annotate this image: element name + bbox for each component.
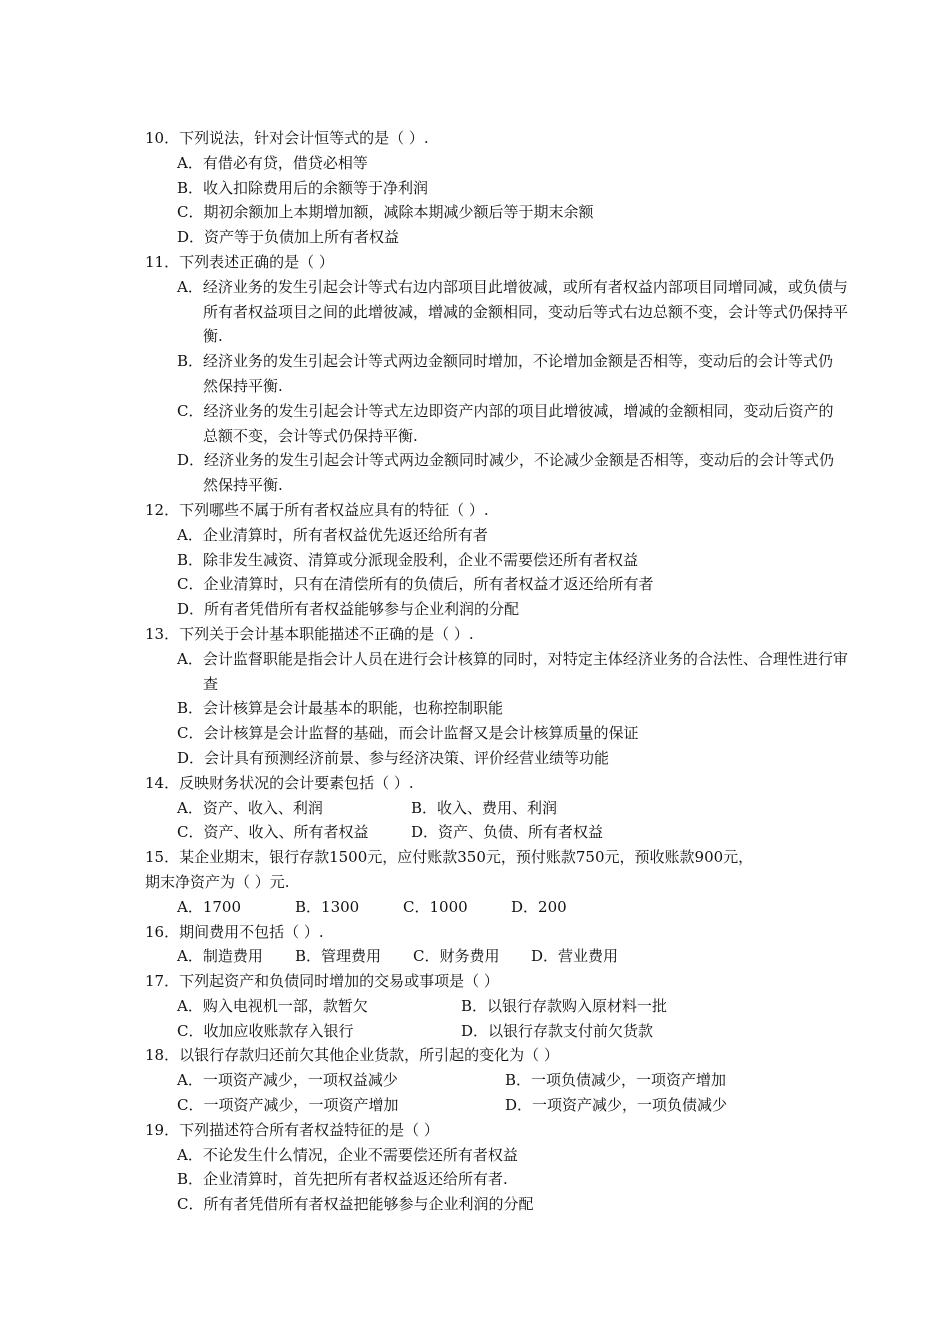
question-10-option-b: B．收入扣除费用后的余额等于净利润 bbox=[177, 178, 429, 197]
question-13-option-b: B．会计核算是会计最基本的职能，也称控制职能 bbox=[177, 699, 504, 718]
question-13-option-d: D．会计具有预测经济前景、参与经济决策、评价经营业绩等功能 bbox=[177, 748, 610, 767]
question-18-option-b: B．一项负债减少，一项资产增加 bbox=[505, 1071, 727, 1090]
question-17-option-a: A．购入电视机一部，款暂欠 bbox=[177, 996, 368, 1015]
question-11-option-d: D．经济业务的发生引起会计等式两边金额同时减少，不论减少金额是否相等，变动后的会计等式仍然保持平衡. bbox=[177, 451, 835, 495]
question-11-stem: 11．下列表述正确的是（ ） bbox=[145, 252, 334, 271]
question-15-option-a: A．1700 bbox=[177, 897, 242, 916]
question-16-option-c: C．财务费用 bbox=[413, 947, 500, 966]
question-16-option-b: B．管理费用 bbox=[295, 947, 382, 966]
question-15-option-b: B．1300 bbox=[295, 897, 360, 916]
question-18-option-d: D．一项资产减少，一项负债减少 bbox=[505, 1096, 728, 1115]
question-18-option-row-1 bbox=[145, 1068, 835, 1093]
question-17-stem: 17．下列起资产和负债同时增加的交易或事项是（ ） bbox=[145, 972, 499, 991]
question-17-option-c: C．收加应收账款存入银行 bbox=[177, 1021, 354, 1040]
question-17-option-row-2 bbox=[145, 1019, 835, 1044]
question-15-option-d: D．200 bbox=[511, 897, 567, 916]
question-15-option-row bbox=[145, 895, 835, 920]
question-17-option-row-1 bbox=[145, 994, 835, 1019]
question-16-option-a: A．制造费用 bbox=[177, 947, 263, 966]
question-19-option-a: A．不论发生什么情况，企业不需要偿还所有者权益 bbox=[177, 1145, 518, 1164]
question-11-option-c: C．经济业务的发生引起会计等式左边即资产内部的项目此增彼减，增减的金额相同，变动后资产的总额不变，会计等式仍保持平衡. bbox=[177, 401, 834, 445]
question-14-option-a: A．资产、收入、利润 bbox=[177, 798, 323, 817]
question-13-stem: 13．下列关于会计基本职能描述不正确的是（ ）. bbox=[145, 624, 474, 643]
question-15-option-c: C．1000 bbox=[403, 897, 468, 916]
question-10-option-a: A．有借必有贷，借贷必相等 bbox=[177, 153, 368, 172]
question-17-option-b: B．以银行存款购入原材料一批 bbox=[461, 996, 668, 1015]
question-14-stem: 14．反映财务状况的会计要素包括（ ）. bbox=[145, 773, 414, 792]
question-13-option-a: A．会计监督职能是指会计人员在进行会计核算的同时，对特定主体经济业务的合法性、合理性进行审查 bbox=[177, 649, 848, 693]
question-17-option-d: D．以银行存款支付前欠货款 bbox=[461, 1021, 654, 1040]
question-15-stem: 15．某企业期末，银行存款1500元，应付账款350元，预付账款750元，预收账款900元， bbox=[145, 848, 754, 867]
question-12-option-b: B．除非发生减资、清算或分派现金股利，企业不需要偿还所有者权益 bbox=[177, 550, 639, 569]
question-16-option-d: D．营业费用 bbox=[531, 947, 619, 966]
question-12-option-a: A．企业清算时，所有者权益优先返还给所有者 bbox=[177, 525, 488, 544]
question-10-option-d: D．资产等于负债加上所有者权益 bbox=[177, 228, 400, 247]
question-14-option-row-2 bbox=[145, 820, 835, 845]
question-13-option-c: C．会计核算是会计监督的基础，而会计监督又是会计核算质量的保证 bbox=[177, 724, 639, 743]
question-16-stem: 16．期间费用不包括（ ）. bbox=[145, 922, 324, 941]
question-19-option-b: B．企业清算时，首先把所有者权益返还给所有者. bbox=[177, 1170, 508, 1189]
question-10-stem: 10．下列说法，针对会计恒等式的是（ ）. bbox=[145, 129, 429, 147]
question-list bbox=[145, 126, 849, 1217]
question-10-option-c: C．期初余额加上本期增加额，减除本期减少额后等于期末余额 bbox=[177, 203, 594, 222]
question-18-option-row-2 bbox=[145, 1093, 835, 1118]
question-14-option-c: C．资产、收入、所有者权益 bbox=[177, 823, 369, 842]
question-11-option-a: A．经济业务的发生引起会计等式右边内部项目此增彼减，或所有者权益内部项目同增同减，或负债与所有者权益项目之间的此增彼减，增减的金额相同，变动后等式右边总额不变，会计等式仍保持平衡. bbox=[177, 277, 849, 346]
question-12-option-c: C．企业清算时，只有在清偿所有的负债后，所有者权益才返还给所有者 bbox=[177, 575, 654, 594]
question-14-option-row-1 bbox=[145, 796, 835, 821]
question-18-option-a: A．一项资产减少，一项权益减少 bbox=[177, 1071, 398, 1090]
question-15-stem-continued: 期末净资产为（ ）元. bbox=[145, 872, 290, 891]
question-19-stem: 19．下列描述符合所有者权益特征的是（ ） bbox=[145, 1120, 439, 1139]
question-16-option-row bbox=[145, 944, 835, 969]
question-18-stem: 18．以银行存款归还前欠其他企业货款，所引起的变化为（ ） bbox=[145, 1046, 559, 1065]
question-19-option-c: C．所有者凭借所有者权益把能够参与企业利润的分配 bbox=[177, 1195, 534, 1214]
question-18-option-c: C．一项资产减少，一项资产增加 bbox=[177, 1096, 399, 1115]
question-12-option-d: D．所有者凭借所有者权益能够参与企业利润的分配 bbox=[177, 600, 520, 619]
question-12-stem: 12．下列哪些不属于所有者权益应具有的特征（ ）. bbox=[145, 500, 489, 519]
question-14-option-d: D．资产、负债、所有者权益 bbox=[411, 823, 604, 842]
question-11-option-b: B．经济业务的发生引起会计等式两边金额同时增加，不论增加金额是否相等，变动后的会计等式仍然保持平衡. bbox=[177, 352, 834, 395]
question-14-option-b: B．收入、费用、利润 bbox=[411, 798, 558, 817]
